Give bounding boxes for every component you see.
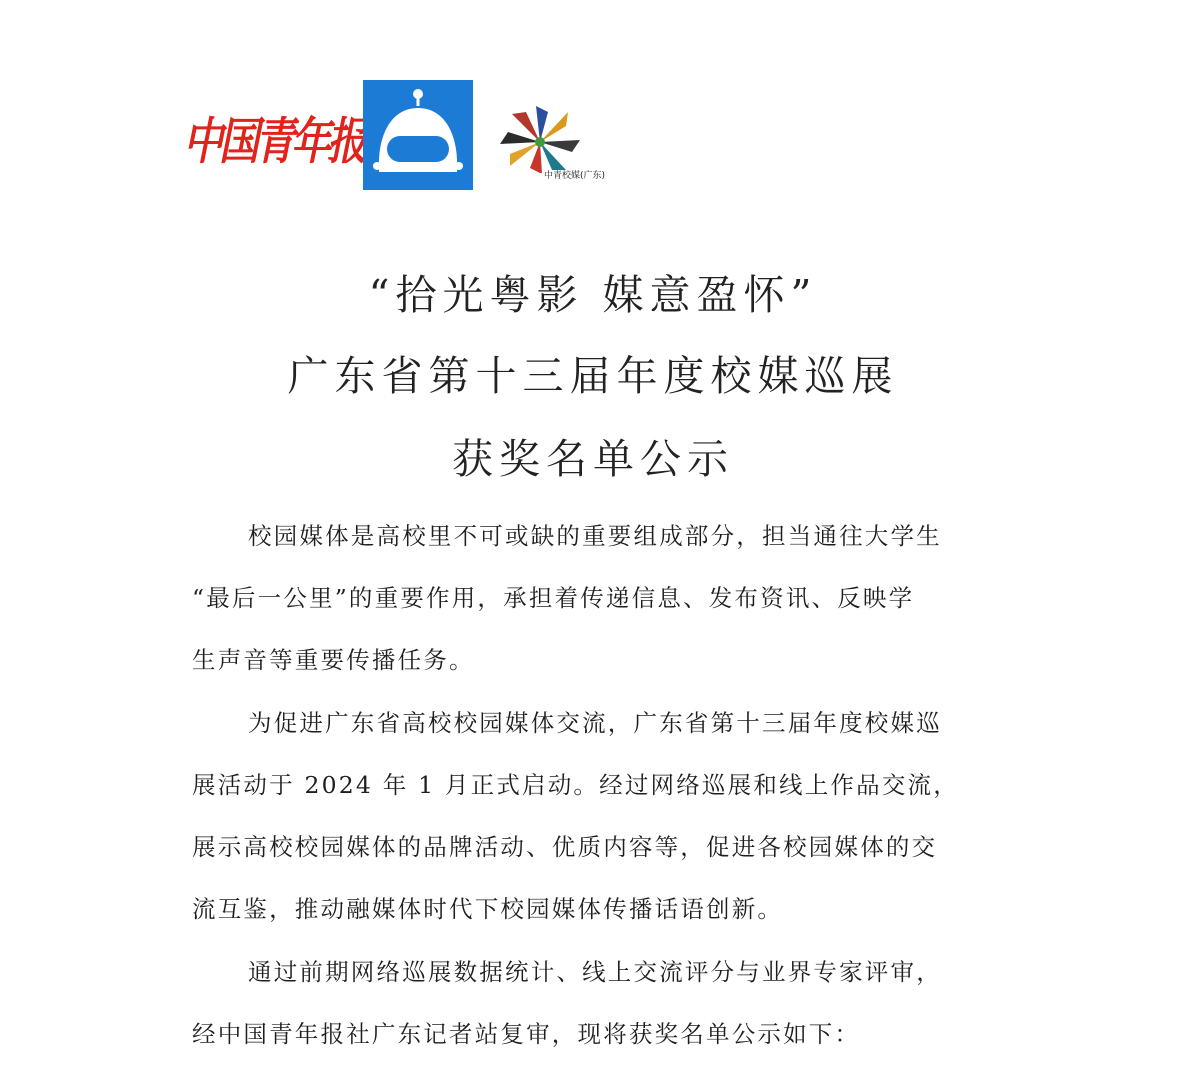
robot-head-logo [363,80,473,190]
paragraph-line: 生声音等重要传播任务。 [192,646,475,674]
paragraph-line: “最后一公里”的重要作用，承担着传递信息、发布资讯、反映学 [192,584,915,612]
paragraph-line: 通过前期网络巡展数据统计、线上交流评分与业界专家评审， [248,958,942,986]
paragraph-line: 展活动于 2024 年 1 月正式启动。经过网络巡展和线上作品交流， [192,771,959,799]
paragraph-2 [192,692,994,940]
title-line-1: “拾光粤影 媒意盈怀” [368,271,818,319]
paragraph-3 [192,941,994,1065]
paragraph-line: 经中国青年报社广东记者站复审，现将获奖名单公示如下： [192,1020,861,1048]
paragraph-line: 为促进广东省高校校园媒体交流，广东省第十三届年度校媒巡 [248,709,942,737]
paragraph-line: 流互鉴，推动融媒体时代下校园媒体传播话语创新。 [192,895,784,923]
paragraph-line: 展示高校校园媒体的品牌活动、优质内容等，促进各校园媒体的交 [192,833,938,861]
logo-bar [0,0,1186,220]
paragraph-line: 校园媒体是高校里不可或缺的重要组成部分，担当通往大学生 [248,522,942,550]
paragraph-1 [192,505,994,691]
title-line-2: 广东省第十三届年度校媒巡展 [287,352,899,400]
title-line-3: 获奖名单公示 [452,435,734,483]
pinwheel-caption: 中青校媒(广东) [544,171,606,181]
campus-media-guangdong-logo [498,98,628,188]
china-youth-daily-logotype: 中国青年报 [183,112,363,171]
pinwheel-icon [498,98,588,173]
robot-head-icon [363,80,473,190]
china-youth-daily-logo [183,96,363,188]
